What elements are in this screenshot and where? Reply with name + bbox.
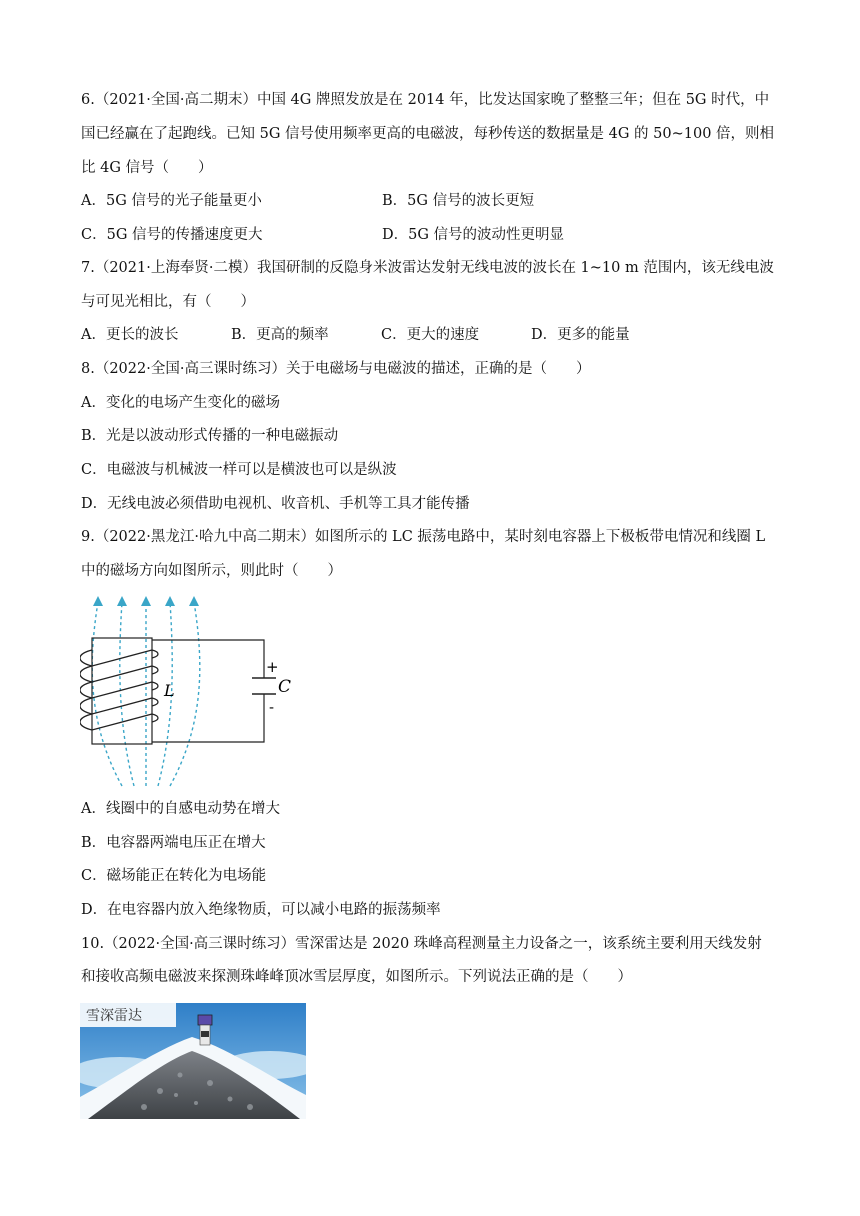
q6-option-d[interactable]: D．5G 信号的波动性更明显 bbox=[382, 227, 565, 243]
q8-option-c[interactable]: C．电磁波与机械波一样可以是横波也可以是纵波 bbox=[81, 462, 397, 478]
photo-caption: 雪深雷达 bbox=[86, 1008, 142, 1024]
q7-option-a[interactable]: A．更长的波长 bbox=[81, 327, 179, 343]
q7-option-c[interactable]: C．更大的速度 bbox=[381, 327, 480, 343]
radar-device-icon bbox=[198, 1015, 212, 1025]
q7-option-d[interactable]: D．更多的能量 bbox=[531, 327, 630, 343]
minus-sign: - bbox=[269, 700, 275, 716]
q8-option-b[interactable]: B．光是以波动形式传播的一种电磁振动 bbox=[81, 428, 339, 444]
q6-stem-line-2: 国已经赢在了起跑线。已知 5G 信号使用频率更高的电磁波，每秒传送的数据量是 4G 的 50~100 倍，则相 bbox=[81, 126, 775, 142]
q9-option-b[interactable]: B．电容器两端电压正在增大 bbox=[81, 835, 266, 851]
q6-option-c[interactable]: C．5G 信号的传播速度更大 bbox=[81, 227, 263, 243]
q9-option-a[interactable]: A．线圈中的自感电动势在增大 bbox=[81, 801, 280, 817]
q6-stem-line-3: 比 4G 信号（ ） bbox=[81, 160, 213, 176]
q8-stem-line-1: 8.（2022·全国·高三课时练习）关于电磁场与电磁波的描述，正确的是（ ） bbox=[81, 361, 591, 377]
q9-stem-line-2: 中的磁场方向如图所示，则此时（ ） bbox=[81, 563, 342, 579]
snow-radar-photo bbox=[80, 1003, 306, 1119]
q9-option-c[interactable]: C．磁场能正在转化为电场能 bbox=[81, 868, 267, 884]
q9-option-d[interactable]: D．在电容器内放入绝缘物质，可以减小电路的振荡频率 bbox=[81, 902, 441, 918]
plus-sign: + bbox=[266, 658, 279, 676]
q9-stem-line-1: 9.（2022·黑龙江·哈九中高二期末）如图所示的 LC 振荡电路中，某时刻电容器上下极板带电情况和线圈 L bbox=[81, 529, 766, 545]
q7-stem-line-1: 7.（2021·上海奉贤·二模）我国研制的反隐身米波雷达发射无线电波的波长在 1~10 m 范围内，该无线电波 bbox=[81, 260, 774, 276]
q7-stem-line-2: 与可见光相比，有（ ） bbox=[81, 294, 255, 310]
q10-stem-line-1: 10.（2022·全国·高三课时练习）雪深雷达是 2020 珠峰高程测量主力设备之一，该系统主要利用天线发射 bbox=[81, 936, 762, 952]
q10-stem-line-2: 和接收高频电磁波来探测珠峰峰顶冰雪层厚度，如图所示。下列说法正确的是（ ） bbox=[81, 969, 632, 985]
lc-circuit-diagram bbox=[80, 594, 310, 790]
capacitor-label: C bbox=[278, 677, 292, 697]
q6-option-a[interactable]: A．5G 信号的光子能量更小 bbox=[81, 193, 262, 209]
q6-stem-line-1: 6.（2021·全国·高二期末）中国 4G 牌照发放是在 2014 年，比发达国家晚了整整三年；但在 5G 时代，中 bbox=[81, 92, 770, 108]
q8-option-d[interactable]: D．无线电波必须借助电视机、收音机、手机等工具才能传播 bbox=[81, 496, 470, 512]
q6-option-b[interactable]: B．5G 信号的波长更短 bbox=[382, 193, 535, 209]
field-arrowheads bbox=[93, 596, 199, 606]
q7-option-b[interactable]: B．更高的频率 bbox=[231, 327, 329, 343]
inductor-label: L bbox=[164, 681, 175, 700]
q8-option-a[interactable]: A．变化的电场产生变化的磁场 bbox=[81, 395, 280, 411]
